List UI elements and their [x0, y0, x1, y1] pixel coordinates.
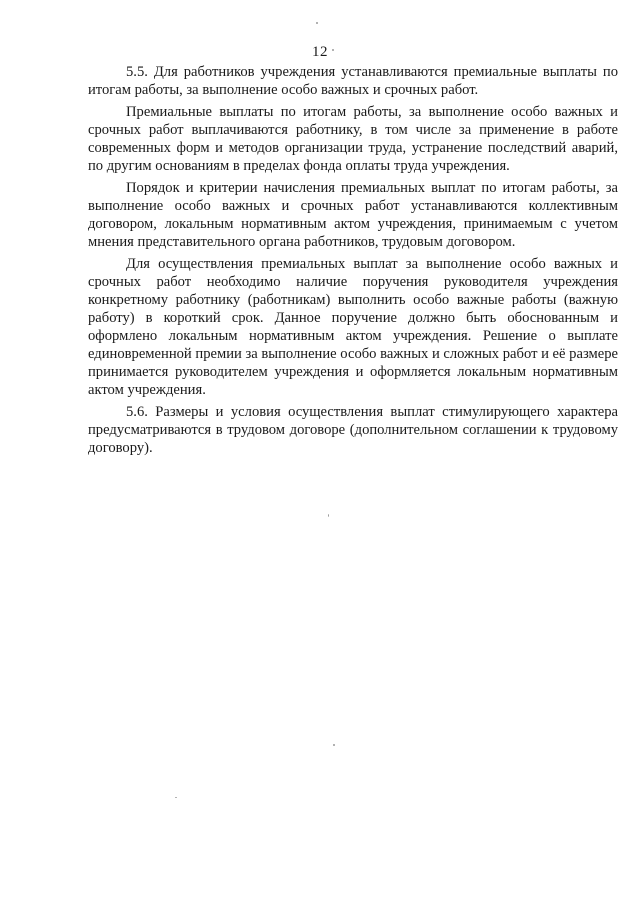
paragraph-5-6: 5.6. Размеры и условия осуществления выплат стимулирующего характера предусматриваются в трудовом договоре (дополнительном соглашении к трудовому договору).	[88, 404, 618, 456]
scan-speck	[328, 514, 329, 517]
scan-speck	[175, 797, 177, 798]
scan-speck	[333, 744, 335, 746]
scan-speck	[332, 49, 334, 51]
paragraph-bonus-conditions: Для осуществления премиальных выплат за выполнение особо важных и срочных работ необходимо наличие поручения руководителя учреждения конкретному работнику (работникам) выполнить особо важные работы (важную работу) в короткий срок. Данное поручение должно быть обоснованным и оформлено локальным нормативным актом учреждения. Решение о выплате единовременной премии за выполнение особо важных и сложных работ и её размере принимается руководителем учреждения и оформляется локальным нормативным актом учреждения.	[88, 256, 618, 398]
paragraph-5-5: 5.5. Для работников учреждения устанавливаются премиальные выплаты по итогам работы, за выполнение особо важных и срочных работ.	[88, 64, 618, 98]
scan-speck	[316, 22, 318, 24]
document-body	[88, 63, 618, 461]
paragraph-bonus-payments: Премиальные выплаты по итогам работы, за выполнение особо важных и срочных работ выплачиваются работнику, в том числе за применение в работе современных форм и методов организации труда, устранение последствий аварий, по другим основаниям в пределах фонда оплаты труда учреждения.	[88, 104, 618, 174]
page-number: 12	[312, 44, 328, 60]
paragraph-bonus-procedure: Порядок и критерии начисления премиальных выплат по итогам работы, за выполнение особо важных и срочных работ устанавливаются коллективным договором, локальным нормативным актом учреждения, принимаемым с учетом мнения представительного органа работников, трудовым договором.	[88, 180, 618, 250]
